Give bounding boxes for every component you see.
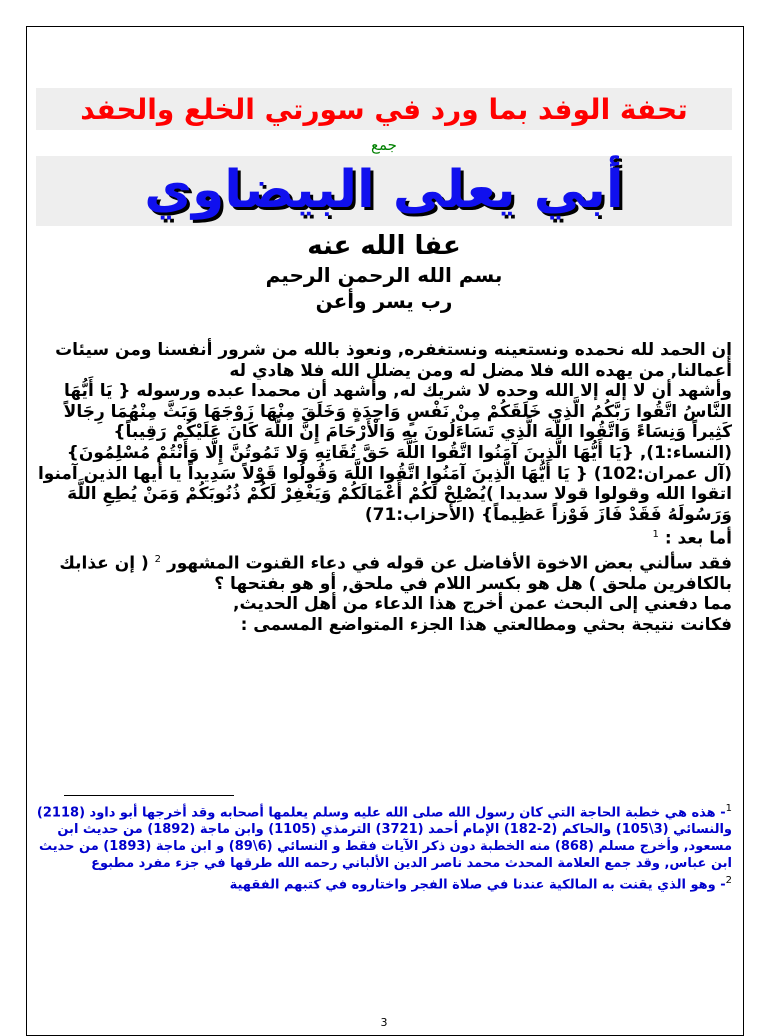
- blessing-line: عفا الله عنه: [307, 231, 461, 261]
- footnote-ref-2[interactable]: 2: [154, 553, 162, 565]
- footnote-2: [36, 872, 732, 893]
- author-name: أبي يعلى البيضاوي: [144, 160, 624, 220]
- amma-bad-line: [36, 525, 732, 549]
- paragraph-shahada: وأشهد أن لا إله إلا الله وحده لا شريك له, وأشهد أن محمدا عبده ورسوله { يَا أَيُّهَا النَّاسُ اتَّقُوا رَبَّكُمُ الَّذِي خَلَقَكُمْ مِنْ نَفْسٍ وَاحِدَةٍ وَخَلَقَ مِنْهَا زَوْجَهَا وَبَثَّ مِنْهُمَا رِجَالاً كَثِيراً وَنِسَاءً وَاتَّقُوا اللَّهَ الَّذِي تَسَاءَلُونَ بِهِ وَالْأَرْحَامَ إِنَّ اللَّهَ كَانَ عَلَيْكُمْ رَقِيباً} (النساء:1), {يَا أَيُّهَا الَّذِينَ آمَنُوا اتَّقُوا اللَّهَ حَقَّ تُقَاتِهِ وَلا تَمُوتُنَّ إِلَّا وَأَنْتُمْ مُسْلِمُونَ} (آل عمران:102) { يَا أَيُّهَا الَّذِينَ آمَنُوا اتَّقُوا اللَّهَ وَقُولُوا قَوْلاً سَدِيداً يا أيها الذين آمنوا اتقوا الله وقولوا قولا سديدا )يُصْلِحْ لَكُمْ أَعْمَالَكُمْ وَيَغْفِرْ لَكُمْ ذُنُوبَكُمْ وَمَنْ يُطِعِ اللَّهَ وَرَسُولَهُ فَقَدْ فَازَ فَوْزاً عَظِيماً} (الأحزاب:71): [37, 381, 732, 525]
- footnotes-section: [36, 800, 732, 894]
- author-banner: [36, 156, 732, 226]
- document-title: تحفة الوفد بما ورد في سورتي الخلع والحفد: [36, 88, 732, 130]
- footnote-1: [36, 800, 732, 872]
- result-line: فكانت نتيجة بحثي ومطالعتي هذا الجزء المتواضع المسمى :: [240, 615, 732, 636]
- basmala-line: بسم الله الرحمن الرحيم: [265, 263, 503, 287]
- question-text-2: ( إن عذابك بالكافرين ملحق ) هل هو بكسر اللام في ملحق, أو هو بفتحها ؟: [59, 553, 732, 594]
- main-text: [36, 340, 732, 636]
- amma-bad-text: أما بعد :: [664, 529, 732, 549]
- paragraph-hamd: إن الحمد لله نحمده ونستعينه ونستغفره, ونعوذ بالله من شرور أنفسنا ومن سيئات أعمالنا, من يهده الله فلا مضل له ومن يضلل الله فلا هادي له: [55, 340, 732, 381]
- question-paragraph: [36, 550, 732, 595]
- footnote-1-text: - هذه هي خطبة الحاجة التي كان رسول الله صلى الله عليه وسلم يعلمها أصحابه وقد أخرجها أبو داود (2118) والنسائي (3\105) والحاكم (2-182) الإمام أحمد (3721) الترمذي (1105) وابن ماجة (1892) من حديث ابن مسعود, وأخرج مسلم (868) منه الخطبة دون ذكر الآيات فقط و النسائي (6\89) و ابن ماجة (1893) من حديث ابن عباس, وقد جمع العلامة المحدث محمد ناصر الدين الألباني رحمه الله طرقها في جزء مفرد مطبوع: [36, 805, 732, 872]
- page-number: 3: [380, 1016, 388, 1029]
- footnote-1-number: 1: [725, 803, 732, 814]
- dua-line: رب يسر وأعن: [315, 289, 453, 313]
- footnote-2-number: 2: [725, 875, 732, 887]
- question-text-1: فقد سألني بعض الاخوة الأفاضل عن قوله في دعاء القنوت المشهور: [166, 553, 732, 574]
- footnote-2-text: - وهو الذي يقنت به المالكية عندنا في صلاة الفجر واختاروه في كتبهم الفقهية: [229, 877, 726, 893]
- compiled-by-label: جمع: [371, 136, 397, 154]
- footnote-separator: [64, 795, 234, 796]
- document-body: [36, 88, 732, 636]
- motivation-line: مما دفعني إلى البحث عمن أخرج هذا الدعاء من أهل الحديث,: [233, 594, 732, 615]
- footnote-ref-1[interactable]: 1: [652, 529, 659, 541]
